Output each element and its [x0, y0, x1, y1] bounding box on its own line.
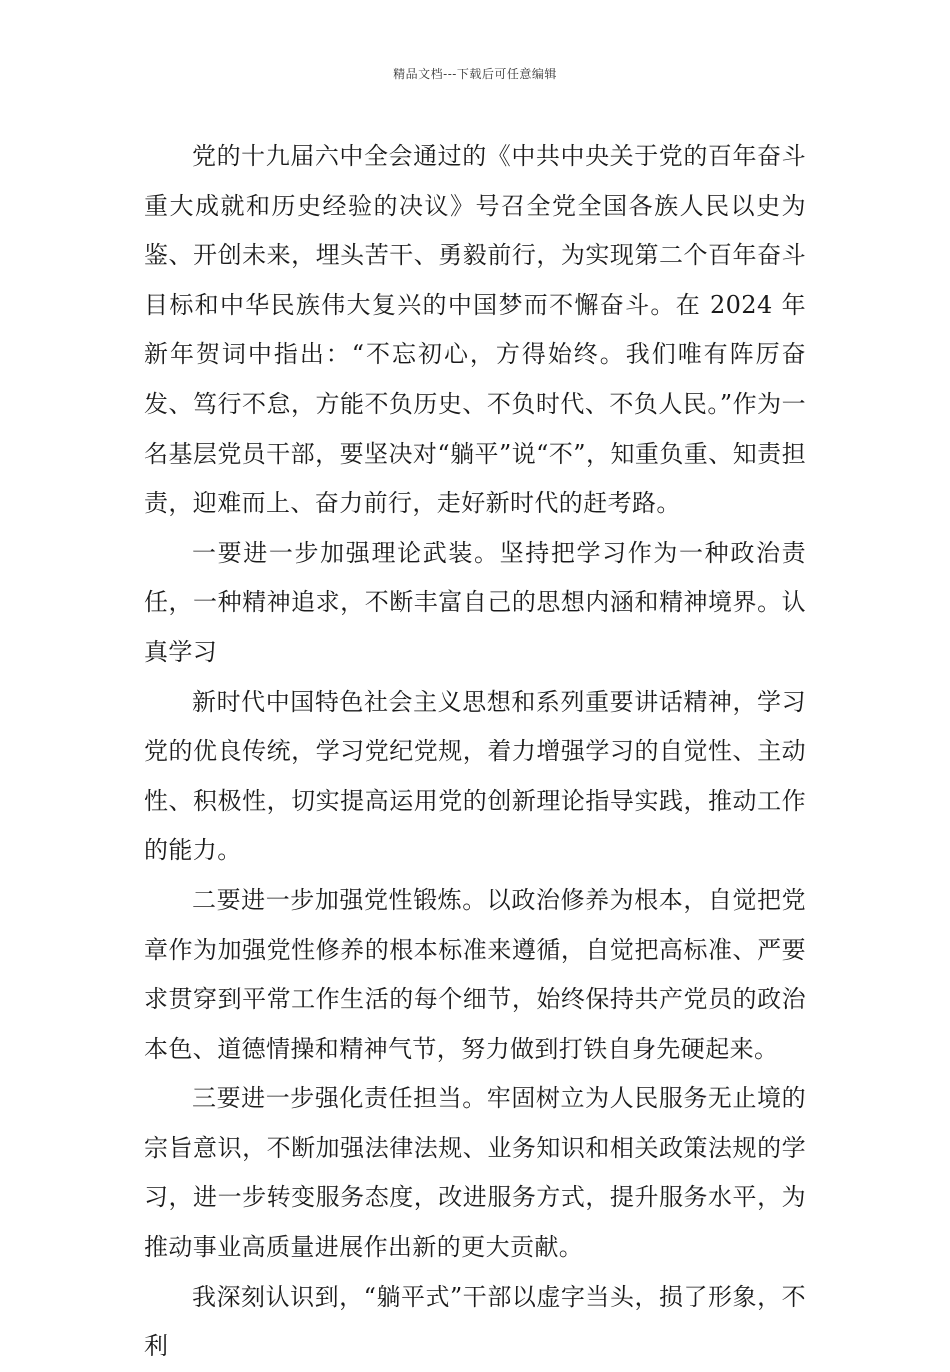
paragraph-6: 我深刻认识到，“躺平式”干部以虚字当头，损了形象，不利: [144, 1282, 806, 1361]
paragraph-1: 党的十九届六中全会通过的《中共中央关于党的百年奋斗重大成就和历史经验的决议》号召全党全国各族人民以史为鉴、开创未来，埋头苦干、勇毅前行，为实现第二个百年奋斗目标和中华民族伟大复兴的中国梦而不懈奋斗。在 2024 年新年贺词中指出：“不忘初心，方得始终。我们唯有阵厉奋发、笃行不怠，方能不负历史、不负时代、不负人民。”作为一名基层党员干部，要坚决对“躺平”说“不”，知重负重、知责担责，迎难而上、奋力前行，走好新时代的赶考路。: [144, 142, 806, 518]
document-body: [144, 132, 806, 1372]
paragraph-2: 一要进一步加强理论武装。坚持把学习作为一种政治责任，一种精神追求，不断丰富自己的思想内涵和精神境界。认真学习: [144, 538, 806, 666]
paragraph-3: 新时代中国特色社会主义思想和系列重要讲话精神，学习党的优良传统，学习党纪党规，着力增强学习的自觉性、主动性、积极性，切实提高运用党的创新理论指导实践，推动工作的能力。: [144, 687, 806, 865]
page-header: 精品文档---下载后可任意编辑: [393, 67, 557, 81]
paragraph-5: 三要进一步强化责任担当。牢固树立为人民服务无止境的宗旨意识，不断加强法律法规、业务知识和相关政策法规的学习，进一步转变服务态度，改进服务方式，提升服务水平，为推动事业高质量进展作出新的更大贡献。: [144, 1084, 806, 1262]
paragraph-4: 二要进一步加强党性锻炼。以政治修养为根本，自觉把党章作为加强党性修养的根本标准来遵循，自觉把高标准、严要求贯穿到平常工作生活的每个细节，始终保持共产党员的政治本色、道德情操和精神气节，努力做到打铁自身先硬起来。: [144, 885, 806, 1063]
